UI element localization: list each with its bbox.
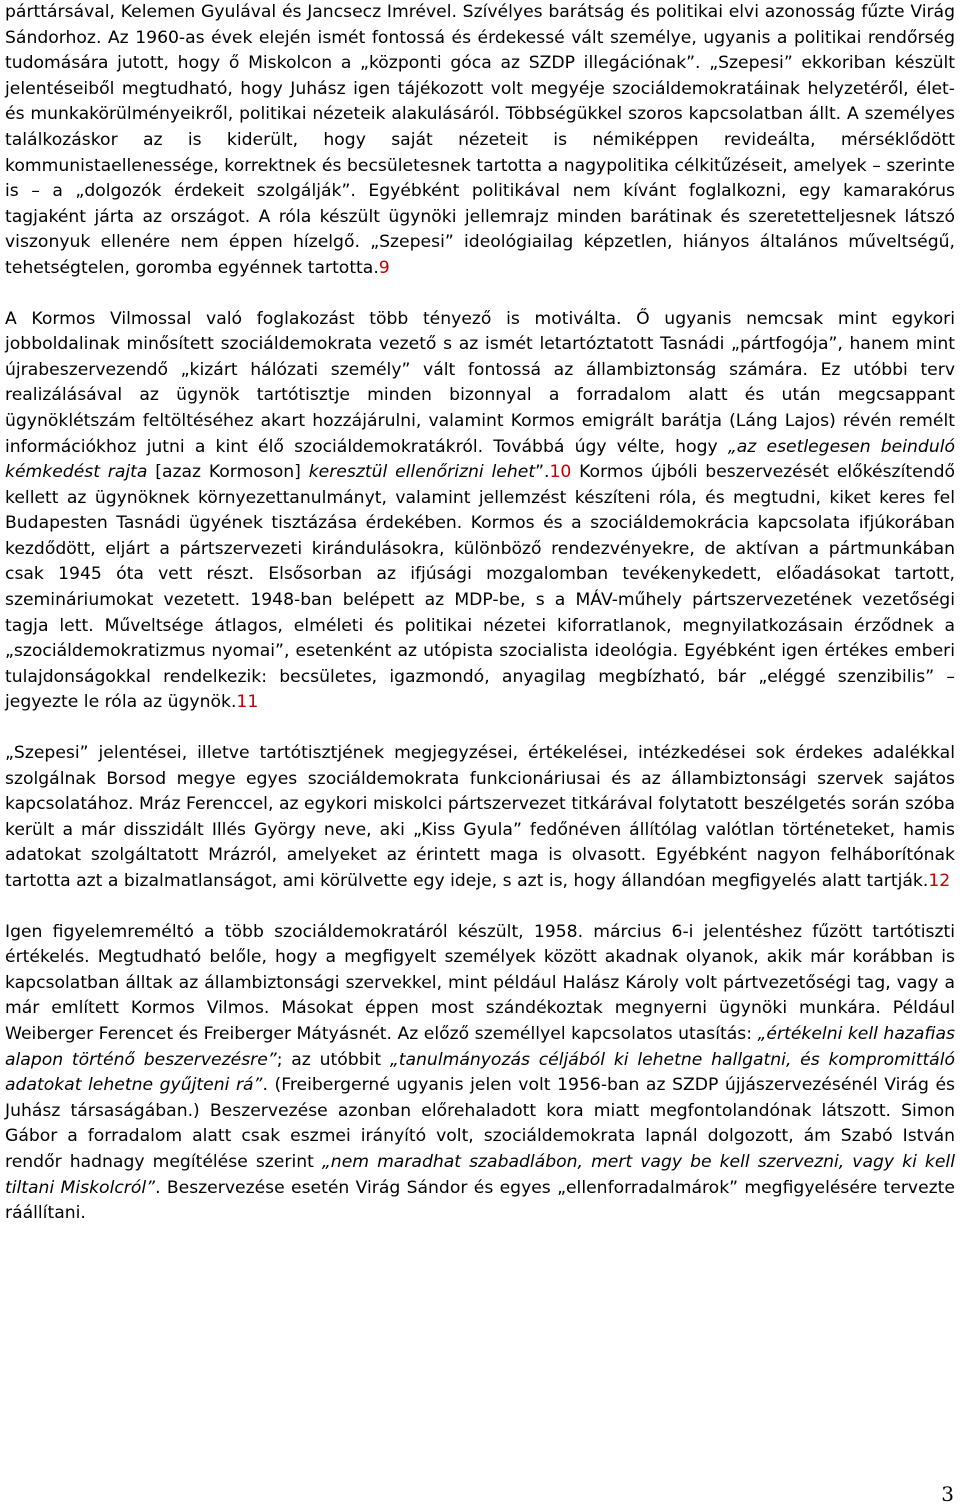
italic-quote: „az esetlegesen beinduló kémkedést rajta — [5, 436, 956, 483]
paragraph-1 — [5, 0, 955, 282]
footnote-ref-11[interactable]: 11 — [236, 692, 259, 713]
paragraph-text: Kormos újbóli beszervezését előkészítendő kellett az ügynöknek környezettanulmányt, valamint jellemzést készíteni róla, és megtudni, kiket keres fel Budapesten Tasnádi ügyének tisztázása érdekében. Kormos és a szociáldemokrácia kapcsolata ifjúkorában kezdődött, eljárt a pártszervezeti kirándulásokra, különböző rendezvényekre, de aktívan a pártmunkában csak 1945 óta vett részt. Elsősorban az ifjúsági mozgalomban tevékenykedett, előadásokat tartott, szemináriumokat vezetett. 1948-ban belépett az MDP-be, s a MÁV-műhely pártszervezetének vezetőségi tagja lett. Műveltsége átlagos, elméleti és politikai nézetei kiforratlanok, megnyilatkozásain érződnek a „szociáldemokratizmus nyomai”, esetenként az utópista szocialista ideológia. Egyébként igen értékes emberi tulajdonságokkal rendelkezik: becsületes, igazmondó, anyagilag megbízható, bár „eléggé szenzibilis” – jegyezte le róla az ügynök. — [5, 462, 955, 713]
paragraph-text: „Szepesi” jelentései, illetve tartótisztjének megjegyzései, értékelései, intézkedései sok érdekes adalékkal szolgálnak Borsod megye egyes szociáldemokrata funkcionáriusai és az állambiztonsági szervek sajátos kapcsolatához. Mráz Ferenccel, az egykori miskolci pártszervezet titkárával folytatott beszélgetés során szóba került a már disszidált Illés György neve, aki „Kiss Gyula” fedőnéven állítólag valótlan történeteket, hamis adatokat szolgáltatott Mrázról, amelyeket az érintett maga is olvasott. Egyébként nagyon felháborítónak tartotta azt a bizalmatlanságot, ami körülvette egy ideje, s azt is, hogy állandóan megfigyelés alatt tartják. — [5, 743, 955, 891]
paragraph-text: . Beszervezése esetén Virág Sándor és egyes „ellenforradalmárok” megfigyelésére tervezte ráállítani. — [5, 1177, 955, 1224]
document-body — [5, 0, 955, 1227]
italic-quote: „nem maradhat szabadlábon, mert vagy be kell szervezni, vagy ki kell tiltani Miskolcról” — [5, 1151, 955, 1198]
paragraph-text: [azaz Kormoson] — [147, 462, 309, 483]
page-number: 3 — [941, 1482, 954, 1506]
paragraph-text: ”. — [535, 462, 550, 483]
paragraph-text: párttársával, Kelemen Gyulával és Jancsecz Imrével. Szívélyes barátság és politikai elvi azonosság fűzte Virág Sándorhoz. Az 1960-as évek elején ismét fontossá és érdekessé vált személye, ugyanis a politikai rendőrség tudomására jutott, hogy ő Miskolcon a „központi góca az SZDP illegációnak”. „Szepesi” ekkoriban készült jelentéseiből megtudható, hogy Juhász igen tájékozott volt megyéje szociáldemokratáinak helyzetéről, élet- és munkakörülményeikről, politikai nézeteik alakulásáról. Többségükkel szoros kapcsolatban állt. A személyes találkozáskor az is kiderült, hogy saját nézeteit is némiképpen revideálta, mérséklődött kommunistaellenessége, korrektnek és becsületesnek tartotta a nagypolitika célkitűzéseit, amelyek – szerinte is – a „dolgozók érdekeit szolgálják”. Egyébként politikával nem kívánt foglalkozni, egy kamarakórus tagjaként járta az országot. A róla készült ügynöki jellemrajz minden barátinak és szeretetteljesnek látszó viszonyuk ellenére nem éppen hízelgő. „Szepesi” ideológiailag képzetlen, hiányos általános műveltségű, tehetségtelen, goromba egyénnek tartotta. — [5, 2, 955, 278]
italic-quote: „tanulmányozás céljából ki lehetne hallgatni, és kompromittáló adatokat lehetne gyűjteni rá” — [5, 1049, 956, 1096]
italic-quote: „értékelni kell hazafias alapon történő beszervezésre” — [5, 1023, 956, 1070]
paragraph-text: A Kormos Vilmossal való foglakozást több tényező is motiválta. Ő ugyanis nemcsak mint egykori jobboldalinak minősített szociáldemokrata vezető s az ismét letartóztatott Tasnádi „pártfogója”, hanem mint újrabeszervezendő „kizárt hálózati személy” vált fontossá az állambiztonság számára. Ez utóbbi terv realizálásával az ügynök tartótisztje minden bizonnyal a forradalom alatt és után megcsappant ügynöklétszám feltöltéséhez akart hozzájárulni, valamint Kormos emigrált barátja (Láng Lajos) révén remélt információkhoz jutni a kint élő szociáldemokratákról. Továbbá úgy vélte, hogy — [5, 308, 955, 457]
paragraph-4 — [5, 920, 955, 1227]
paragraph-3 — [5, 741, 955, 895]
paragraph-text: . (Freibergerné ugyanis jelen volt 1956-ban az SZDP újjászervezésénél Virág és Juhász társaságában.) Beszervezése azonban előrehaladott kora miatt megfontolandónak látszott. Simon Gábor a forradalom alatt csak eszmei irányító volt, szociáldemokrata lapnál dolgozott, ám Szabó István rendőr hadnagy megítélése szerint — [5, 1075, 955, 1172]
footnote-ref-10[interactable]: 10 — [549, 462, 572, 483]
paragraph-text: ; az utóbbit — [276, 1049, 390, 1070]
paragraph-text: Igen figyelemreméltó a több szociáldemokratáról készült, 1958. március 6-i jelentéshez fűzött tartótiszti értékelés. Megtudható belőle, hogy a megfigyelt személyek között akadnak olyanok, akik már korábban is kapcsolatban álltak az állambiztonsági szervekkel, mint például Halász Károly volt pártvezetőségi tag, vagy a már említett Kormos Vilmos. Másokat éppen most szándékoztak megnyerni ügynöki munkára. Például Weiberger Ferencet és Freiberger Mátyásnét. Az előző személlyel kapcsolatos utasítás: — [5, 921, 955, 1044]
italic-quote: keresztül ellenőrizni lehet — [308, 462, 536, 483]
paragraph-2 — [5, 307, 955, 717]
footnote-ref-12[interactable]: 12 — [928, 871, 951, 891]
footnote-ref-9[interactable]: 9 — [378, 257, 390, 278]
